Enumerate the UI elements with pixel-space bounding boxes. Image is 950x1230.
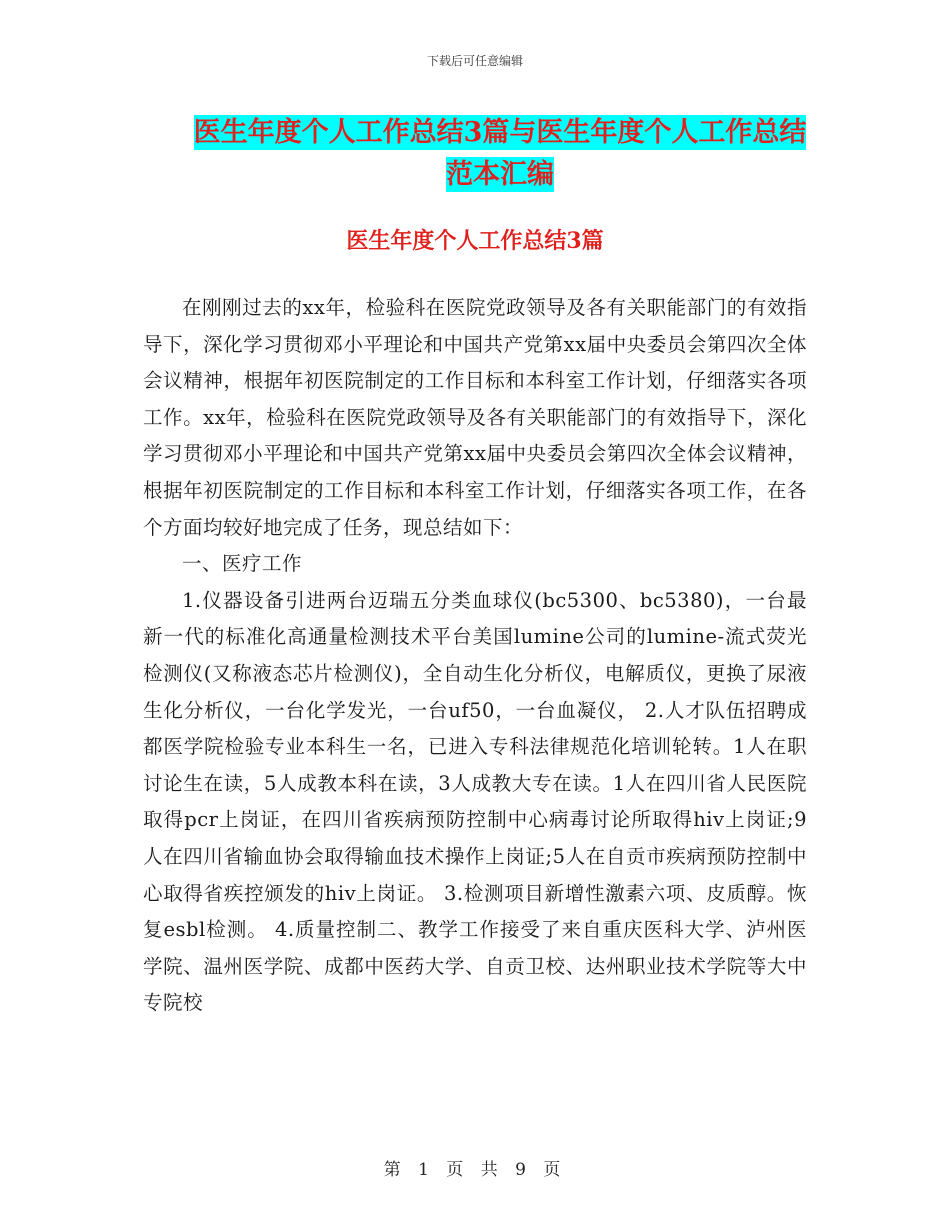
document-title <box>140 112 860 196</box>
document-title-line2: 范本汇编 <box>446 159 554 190</box>
page-footer: 第 1 页 共 9 页 <box>383 1160 567 1180</box>
paragraph-heading-medical-work: 一、医疗工作 <box>182 552 303 576</box>
header-note: 下载后可任意编辑 <box>426 54 523 68</box>
paragraph-intro: 在刚刚过去的xx年，检验科在医院党政领导及各有关职能部门的有效指导下，深化学习贯彻邓小平理论和中国共产党第xx届中央委员会第四次全体会议精神，根据年初医院制定的工作目标和本科室工作计划，仔细落实各项工作。xx年，检验科在医院党政领导及各有关职能部门的有效指导下，深化学习贯彻邓小平理论和中国共产党第xx届中央委员会第四次全体会议精神，根据年初医院制定的工作目标和本科室工作计划，仔细落实各项工作，在各个方面均较好地完成了任务，现总结如下： <box>143 296 807 539</box>
document-title-line1: 医生年度个人工作总结3篇与医生年度个人工作总结 <box>193 117 807 148</box>
section-title: 医生年度个人工作总结3篇 <box>346 228 604 254</box>
paragraph-details: 1.仪器设备引进两台迈瑞五分类血球仪(bc5300、bc5380)，一台最新一代的标准化高通量检测技术平台美国lumine公司的lumine-流式荧光检测仪(又称液态芯片检测仪)，全自动生化分析仪，电解质仪，更换了尿液生化分析仪，一台化学发光，一台uf50，一台血凝仪， 2.人才队伍招聘成都医学院检验专业本科生一名，已进入专科法律规范化培训轮转。1人在职讨论生在读，5人成教本科在读，3人成教大专在读。1人在四川省人民医院取得pcr上岗证，在四川省疾病预防控制中心病毒讨论所取得hiv上岗证;9人在四川省输血协会取得输血技术操作上岗证;5人在自贡市疾病预防控制中心取得省疾控颁发的hiv上岗证。 3.检测项目新增性激素六项、皮质醇。恢复esbl检测。 4.质量控制二、教学工作接受了来自重庆医科大学、泸州医学院、温州医学院、成都中医药大学、自贡卫校、达州职业技术学院等大中专院校 <box>143 588 807 1015</box>
document-body <box>143 290 807 1022</box>
